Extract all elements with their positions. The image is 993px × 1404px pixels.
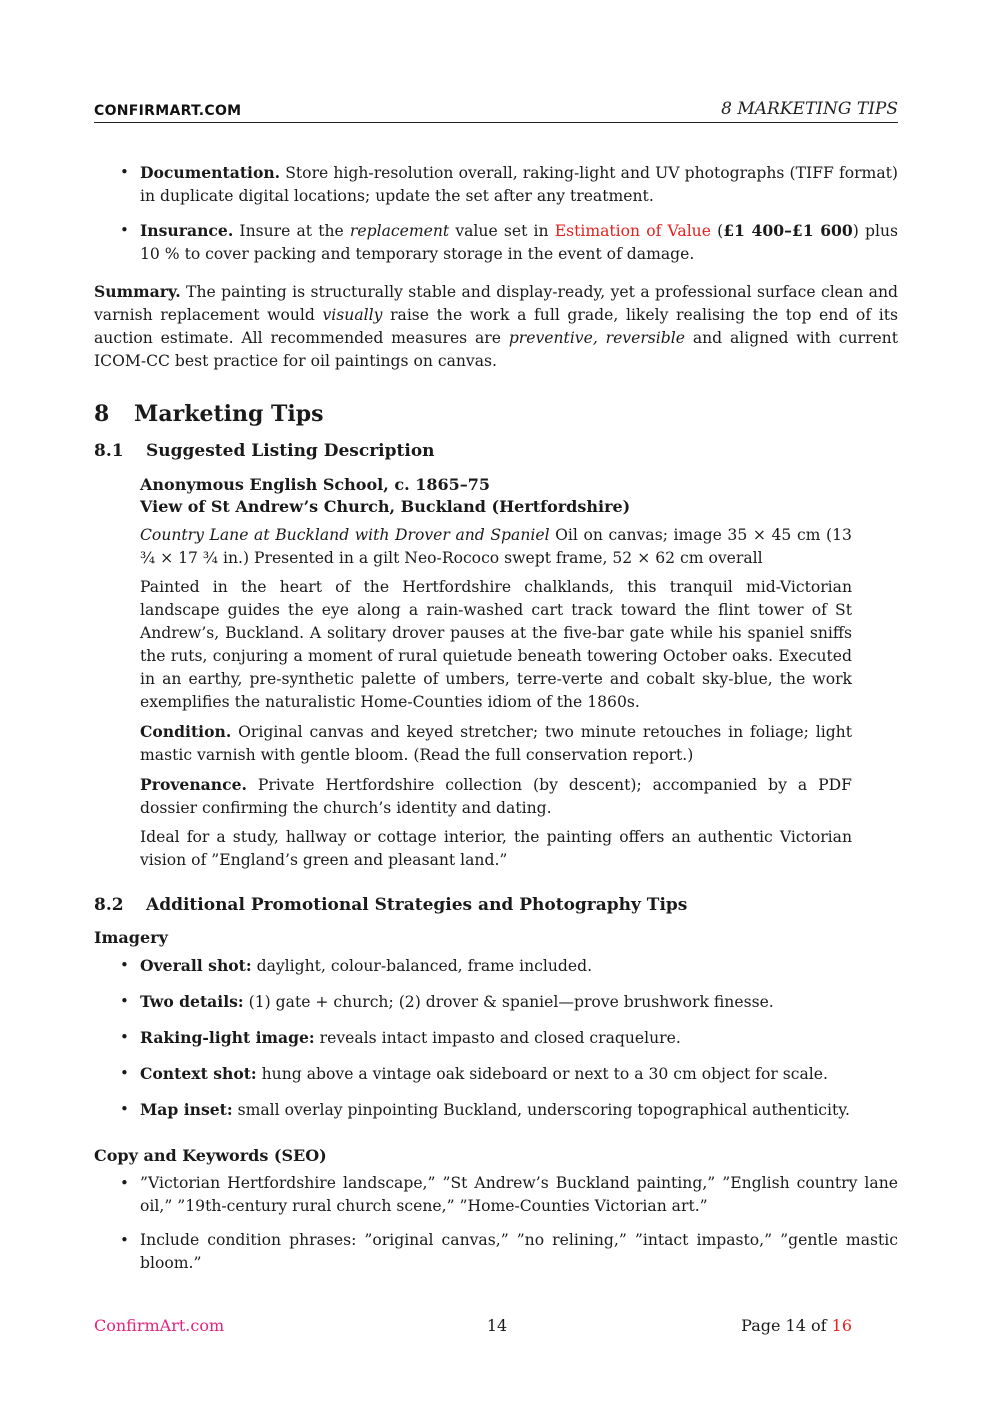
footer-page-number: 14 <box>486 1316 508 1335</box>
item-label: Insurance. <box>140 221 234 240</box>
subsection-heading <box>94 438 898 464</box>
page-of-text: Page 14 of <box>741 1316 832 1335</box>
list-item <box>94 1098 898 1122</box>
item-label: Raking-light image: <box>140 1028 315 1047</box>
subsection-heading <box>94 892 898 918</box>
listing-medium: Oil on canvas; image 35 × 45 cm (13 ¾ × 17 ¾ in.) Presented in a gilt Neo-Rococo swept frame, 52 × 62 cm overall <box>140 526 852 567</box>
imagery-heading: Imagery <box>94 928 168 947</box>
listing-attribution: Anonymous English School, c. 1865–75 <box>140 475 491 494</box>
running-header <box>94 98 898 123</box>
item-text: daylight, colour-balanced, frame included. <box>251 957 593 975</box>
item-text: (1) gate + church; (2) drover & spaniel—prove brushwork finesse. <box>243 993 774 1011</box>
list-item <box>94 1026 898 1050</box>
item-label: Documentation. <box>140 163 281 182</box>
listing-subject: View of St Andrew’s Church, Buckland (Hertfordshire) <box>140 497 631 516</box>
item-label: Two details: <box>140 992 244 1011</box>
item-text: ) plus 10 % to cover packing and temporary storage in the event of damage. <box>140 222 899 263</box>
estimation-of-value-link[interactable]: Estimation of Value <box>554 222 711 240</box>
listing-closing-paragraph: Ideal for a study, hallway or cottage interior, the painting offers an authentic Victorian vision of ”England’s green and pleasant land.” <box>140 828 852 869</box>
section-title: Marketing Tips <box>134 401 324 427</box>
brand-logo: CONFIRMART.COM <box>94 103 242 119</box>
seo-list <box>94 1172 898 1275</box>
list-item <box>94 990 898 1014</box>
listing-medium-paragraph <box>140 524 852 570</box>
item-text: ( <box>710 222 724 240</box>
provenance-text: Private Hertfordshire collection (by descent); accompanied by a PDF dossier confirming the church’s identity and dating. <box>140 776 852 817</box>
item-text: reveals intact impasto and closed craquelure. <box>314 1029 681 1047</box>
listing-description-paragraph: Painted in the heart of the Hertfordshire chalklands, this tranquil mid-Victorian landscape guides the eye along a rain-washed cart track toward the flint tower of St Andrew’s, Buckland. A solitary drover pauses at the five-bar gate while his spaniel sniffs the ruts, conjuring a moment of rural quietude beneath towering October oaks. Executed in an earthy, pre-synthetic palette of umbers, terre-verte and cobalt sky-blue, the work exemplifies the naturalistic Home-Counties idiom of the 1860s. <box>140 578 852 711</box>
list-item <box>94 1062 898 1086</box>
running-section-title: 8 MARKETING TIPS <box>721 99 898 119</box>
subsection-number: 8.1 <box>94 441 124 461</box>
item-text: hung above a vintage oak sideboard or next to a 30 cm object for scale. <box>256 1065 828 1083</box>
list-item: • ”Victorian Hertfordshire landscape,” ”St Andrew’s Buckland painting,” ”English country lane oil,” ”19th-century rural church scene,” ”Home-Counties Victorian art.” <box>94 1172 898 1218</box>
listing-description <box>140 474 852 872</box>
item-emphasis: replacement <box>349 222 450 240</box>
item-text: Store high-resolution overall, raking-light and UV photographs (TIFF format) in duplicate digital locations; update the set after any treatment. <box>140 164 898 205</box>
care-recommendations-list <box>94 161 898 266</box>
imagery-list <box>94 954 898 1122</box>
footer-site-link[interactable]: ConfirmArt.com <box>94 1316 225 1335</box>
seo-heading: Copy and Keywords (SEO) <box>94 1146 327 1165</box>
artwork-title: Country Lane at Buckland with Drover and Spaniel <box>140 526 550 544</box>
listing-provenance-paragraph <box>140 773 852 820</box>
subsection-title: Additional Promotional Strategies and Photography Tips <box>146 895 688 915</box>
condition-label: Condition. <box>140 722 232 741</box>
listing-heading <box>140 474 852 518</box>
summary-emphasis: visually <box>322 306 383 324</box>
item-label: Map inset: <box>140 1100 233 1119</box>
footer-page-of <box>741 1316 852 1335</box>
main-content <box>94 161 898 1286</box>
subsection-number: 8.2 <box>94 895 124 915</box>
summary-emphasis: preventive, reversible <box>508 329 685 347</box>
summary-text: raise the work a full grade, likely realising the top end of its auction estimate. All recommended measures are <box>94 306 898 347</box>
condition-text: Original canvas and keyed stretcher; two minute retouches in foliage; light mastic varnish with gentle bloom. (Read the full conservation report.) <box>140 723 852 764</box>
summary-text: and aligned with current ICOM-CC best practice for oil paintings on canvas. <box>94 329 898 370</box>
summary-label: Summary. <box>94 282 181 301</box>
list-item-insurance <box>94 219 898 266</box>
section-heading <box>94 399 898 429</box>
item-text: Insure at the <box>233 222 350 240</box>
page-footer <box>94 1316 852 1340</box>
listing-condition-paragraph <box>140 720 852 767</box>
summary-text: The painting is structurally stable and display-ready, yet a professional surface clean and varnish replacement would <box>94 283 898 324</box>
list-item-documentation <box>94 161 898 208</box>
provenance-label: Provenance. <box>140 775 247 794</box>
total-pages-link[interactable]: 16 <box>831 1316 852 1335</box>
list-item <box>94 954 898 978</box>
item-label: Context shot: <box>140 1064 257 1083</box>
item-text: value set in <box>449 222 555 240</box>
summary-paragraph <box>94 280 898 373</box>
insurance-value: £1 400–£1 600 <box>723 221 853 240</box>
list-item: • Include condition phrases: ”original canvas,” ”no relining,” ”intact impasto,” ”gentle mastic bloom.” <box>94 1229 898 1275</box>
item-text: small overlay pinpointing Buckland, underscoring topographical authenticity. <box>232 1101 850 1119</box>
item-label: Overall shot: <box>140 956 252 975</box>
subsection-title: Suggested Listing Description <box>146 441 435 461</box>
section-number: 8 <box>94 401 110 427</box>
